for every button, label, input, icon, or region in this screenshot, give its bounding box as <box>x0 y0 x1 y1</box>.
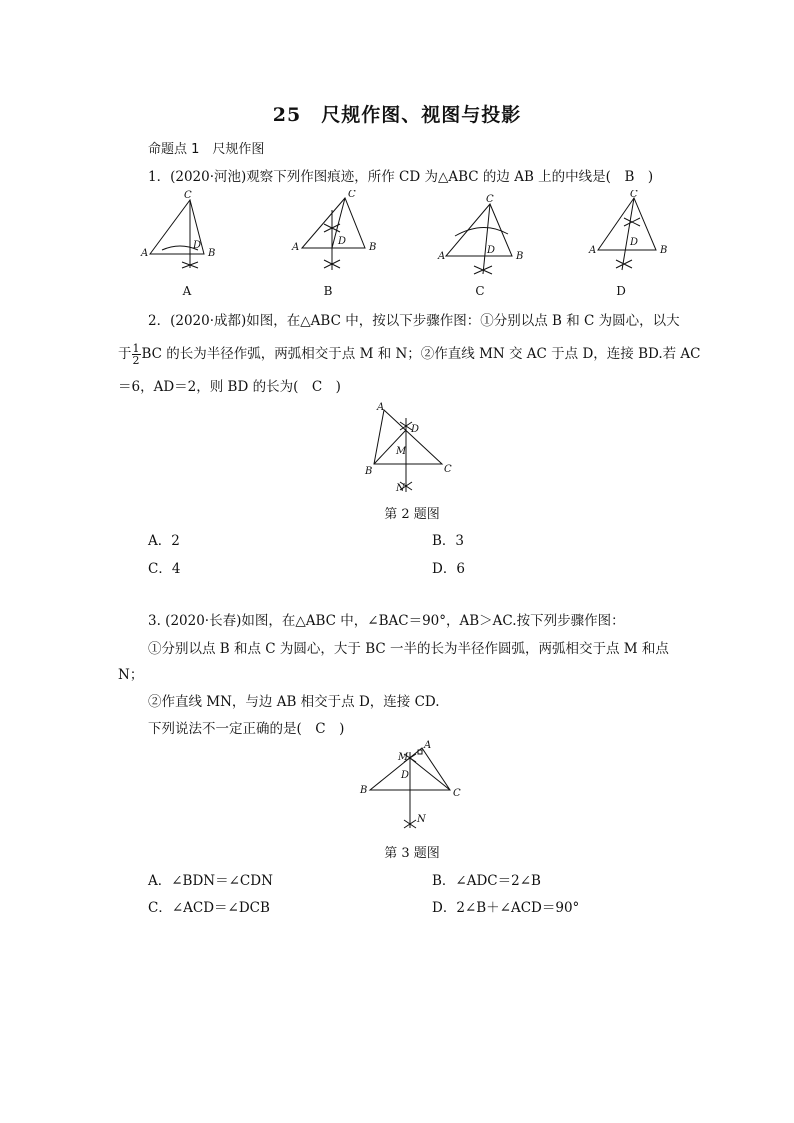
q1-figure-d-caption: D <box>616 284 626 298</box>
svg-text:D: D <box>411 424 420 435</box>
question-3-line-4: ②作直线 MN，与边 AB 相交于点 D，连接 CD. <box>148 694 440 710</box>
q1-figure-c <box>446 204 512 274</box>
q2-option-b[interactable]: B．3 <box>432 533 465 549</box>
fraction-numerator: 1 <box>132 342 140 355</box>
question-2-figure <box>362 400 462 500</box>
q2-line-2-body: BC 的长为半径作弧，两弧相交于点 M 和 N；②作直线 MN 交 AC 于点 D，连接 BD.若 AC <box>141 346 701 362</box>
svg-text:A: A <box>424 740 432 751</box>
q1-figure-c-caption: C <box>475 284 485 298</box>
page-title: 25 尺规作图、视图与投影 <box>272 104 522 126</box>
question-1-figures <box>140 190 680 280</box>
question-3-line-5: 下列说法不一定正确的是( C ) <box>148 721 345 737</box>
svg-text:A: A <box>292 242 300 253</box>
q1-figure-a-caption: A <box>182 284 192 298</box>
section-heading: 命题点 1 尺规作图 <box>148 142 265 157</box>
svg-text:N: N <box>396 483 405 494</box>
q3-option-b[interactable]: B．∠ADC＝2∠B <box>432 873 541 889</box>
q1-figure-b-caption: B <box>323 284 333 298</box>
svg-text:A: A <box>438 251 446 262</box>
question-2-line-1: 2．(2020·成都)如图，在△ABC 中，按以下步骤作图：①分别以点 B 和 C 为圆心，以大 <box>148 313 680 329</box>
svg-text:D: D <box>630 237 639 248</box>
svg-text:A: A <box>589 245 597 256</box>
one-half-fraction <box>132 343 141 366</box>
svg-text:C: C <box>453 788 461 799</box>
svg-text:C: C <box>486 194 494 205</box>
q2-option-d[interactable]: D．6 <box>432 561 465 577</box>
svg-text:C: C <box>184 190 192 201</box>
q3-option-a[interactable]: A．∠BDN＝∠CDN <box>148 873 273 889</box>
svg-text:D: D <box>193 240 202 251</box>
svg-text:B: B <box>660 245 668 256</box>
svg-text:C: C <box>630 190 638 200</box>
fraction-denominator: 2 <box>132 354 140 367</box>
svg-text:D: D <box>401 770 410 781</box>
q1-figure-b <box>302 198 365 270</box>
svg-text:A: A <box>141 248 149 259</box>
q1-figure-a-labels <box>140 190 215 259</box>
svg-text:A: A <box>377 402 385 413</box>
question-2-line-3: ＝6，AD＝2，则 BD 的长为( C ) <box>118 379 341 395</box>
q3-option-c[interactable]: C．∠ACD＝∠DCB <box>148 900 270 916</box>
q2-option-a[interactable]: A．2 <box>148 533 180 549</box>
svg-text:M: M <box>398 752 409 763</box>
question-1-text: 1．(2020·河池)观察下列作图痕迹，所作 CD 为△ABC 的边 AB 上的中线是( B ) <box>148 169 654 185</box>
q2-option-c[interactable]: C．4 <box>148 561 181 577</box>
question-3-figure-caption: 第 3 题图 <box>384 846 440 861</box>
q3-option-d[interactable]: D．2∠B＋∠ACD＝90° <box>432 900 580 916</box>
svg-text:C: C <box>444 464 452 475</box>
svg-text:B: B <box>369 242 377 253</box>
svg-text:B: B <box>208 248 216 259</box>
svg-text:B: B <box>516 251 524 262</box>
question-3-line-3: N； <box>118 667 144 683</box>
question-3-line-1: 3. (2020·长春)如图，在△ABC 中，∠BAC＝90°，AB＞AC.按下列步骤作图： <box>148 613 625 629</box>
svg-text:M: M <box>396 446 407 457</box>
svg-text:B: B <box>360 785 368 796</box>
svg-text:C: C <box>348 190 356 200</box>
q1-figure-d-labels <box>588 190 667 256</box>
svg-text:B: B <box>365 466 373 477</box>
question-3-line-2: ①分别以点 B 和点 C 为圆心，大于 BC 一半的长为半径作圆弧，两弧相交于点 M 和点 <box>148 641 669 657</box>
question-3-figure <box>356 738 466 836</box>
svg-text:D: D <box>338 236 347 247</box>
svg-text:N: N <box>417 814 426 825</box>
q1-figure-d <box>598 198 656 270</box>
question-2-line-2 <box>118 342 701 366</box>
svg-text:D: D <box>487 245 496 256</box>
q2-line-2-prefix: 于 <box>118 346 132 362</box>
q1-figure-a <box>150 200 204 268</box>
question-2-figure-caption: 第 2 题图 <box>384 507 440 522</box>
